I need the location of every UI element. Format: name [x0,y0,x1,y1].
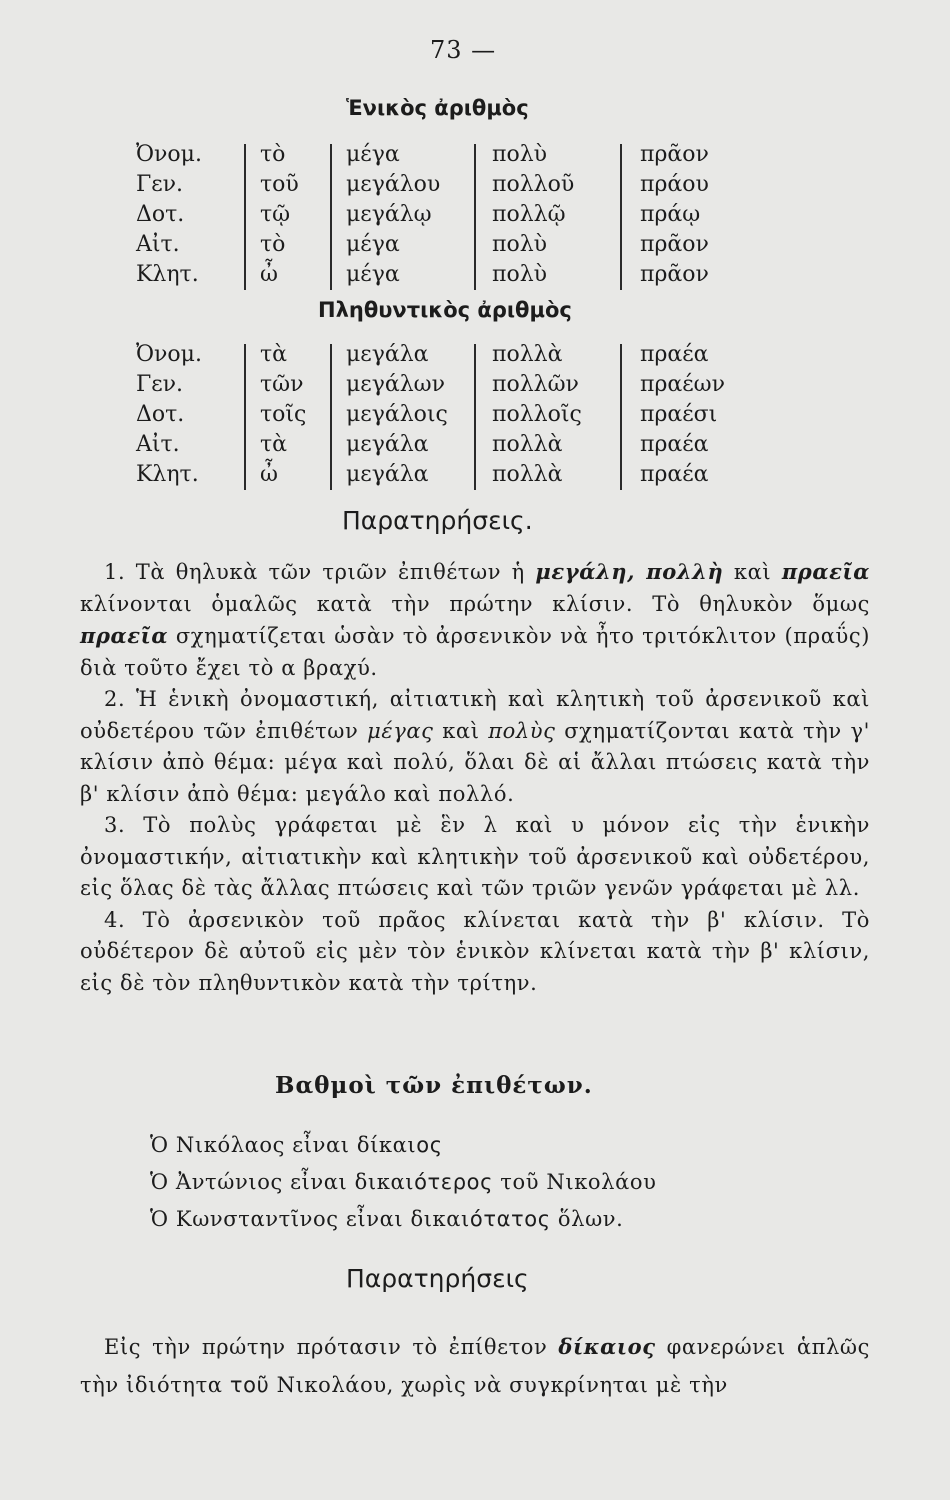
article: τὸ [260,232,286,257]
article: ὦ [260,462,278,487]
table-row [100,262,860,292]
form-megas: μέγα [346,262,400,287]
form-praos: πρᾶον [640,232,709,257]
table-row [100,462,860,492]
example-superlative: Ὁ Κωνσταντῖνος εἶναι δικαιότατος ὅλων. [150,1207,624,1231]
form-polys: πολὺ [492,262,548,287]
table-row [100,142,860,172]
article: τῶν [260,372,304,397]
note-paragraph: Εἰς τὴν πρώτην πρότασιν τὸ ἐπίθετον δίκαιος φανερώνει ἁπλῶς τὴν ἰδιότητα τοῦ Νικολάου, χωρὶς νὰ συγκρίνηται μὲ τὴν [80,1334,871,1397]
table-row [100,172,860,202]
case-label: Αἰτ. [136,432,180,457]
table-row [100,232,860,262]
notes-body-2 [80,1328,870,1404]
note-2: 2. Ἡ ἑνικὴ ὀνομαστική, αἰτιατικὴ καὶ κλητικὴ τοῦ ἀρσενικοῦ καὶ οὐδετέρου τῶν ἐπιθέτων μέγας καὶ πολὺς σχηματίζονται κατὰ τὴν γ' κλίσιν ἀπὸ θέμα: μέγα καὶ πολύ, ὅλαι δὲ αἱ ἄλλαι πτώσεις κατὰ τὴν β' κλίσιν ἀπὸ θέμα: μεγάλο καὶ πολλό. [80,687,871,806]
form-megas: μεγάλα [346,432,429,457]
form-praos: πραέων [640,372,725,397]
note-3: 3. Τὸ πολὺς γράφεται μὲ ἓν λ καὶ υ μόνον εἰς τὴν ἑνικὴν ὀνομαστικήν, αἰτιατικὴν καὶ κλητικὴν τοῦ ἀρσενικοῦ καὶ οὐδετέρου, εἰς ὅλας δὲ τὰς ἄλλας πτώσεις καὶ τῶν τριῶν γενῶν γράφεται μὲ λλ. [80,813,870,900]
form-polys: πολὺ [492,232,548,257]
form-praos: πραέα [640,342,709,367]
form-praos: πραέσι [640,402,718,427]
form-praos: πράου [640,172,709,197]
form-polys: πολλὰ [492,342,563,367]
article: τῷ [260,202,291,227]
case-label: Αἰτ. [136,232,180,257]
table-row [100,402,860,432]
table-row [100,342,860,372]
plural-table [100,342,860,492]
table-row [100,202,860,232]
notes-body [80,556,870,999]
case-label: Δοτ. [136,402,185,427]
note-4: 4. Τὸ ἀρσενικὸν τοῦ πρᾶος κλίνεται κατὰ τὴν β' κλίσιν. Τὸ οὐδέτερον δὲ αὐτοῦ εἰς μὲν τὸν ἑνικὸν κλίνεται κατὰ τὴν β' κλίσιν, εἰς δὲ τὸν πληθυντικὸν κατὰ τὴν τρίτην. [80,907,870,995]
form-polys: πολλὰ [492,432,563,457]
case-label: Κλητ. [136,462,199,487]
form-megas: μεγάλων [346,372,445,397]
page-number: 73 — [430,36,497,64]
article: τὰ [260,432,288,457]
case-label: Γεν. [136,172,184,197]
form-megas: μέγα [346,142,400,167]
case-label: Ὀνομ. [136,342,202,367]
form-praos: πρᾶον [640,262,709,287]
article: τὸ [260,142,286,167]
singular-table [100,142,860,292]
table-row [100,372,860,402]
article: τὰ [260,342,288,367]
example-comparative: Ὁ Ἀντώνιος εἶναι δικαιότερος τοῦ Νικολάου [150,1170,657,1194]
form-polys: πολλοῖς [492,402,582,427]
article: τοῖς [260,402,307,427]
note-1: 1. Τὰ θηλυκὰ τῶν τριῶν ἐπιθέτων ἡ μεγάλη, πολλὴ καὶ πραεῖα κλίνονται ὁμαλῶς κατὰ τὴν πρώτην κλίσιν. Τὸ θηλυκὸν ὅμως πραεῖα σχηματίζεται ὡσὰν τὸ ἀρσενικὸν νὰ ἦτο τριτόκλιτον (πραΰς) διὰ τοῦτο ἔχει τὸ α βραχύ. [80,559,870,680]
article: τοῦ [260,172,299,197]
article: ὦ [260,262,278,287]
case-label: Κλητ. [136,262,199,287]
form-megas: μεγάλα [346,342,429,367]
case-label: Ὀνομ. [136,142,202,167]
plural-title: Πληθυντικὸς ἀριθμὸς [318,298,572,322]
form-praos: πράῳ [640,202,701,227]
form-megas: μεγάλοις [346,402,448,427]
form-megas: μεγάλου [346,172,441,197]
notes-title: Παρατηρήσεις. [342,506,533,535]
form-megas: μεγάλῳ [346,202,432,227]
case-label: Γεν. [136,372,184,397]
form-polys: πολλοῦ [492,172,575,197]
example-positive: Ὁ Νικόλαος εἶναι δίκαιος [150,1133,443,1157]
form-polys: πολλῷ [492,202,566,227]
form-praos: πραέα [640,462,709,487]
form-polys: πολλὰ [492,462,563,487]
form-polys: πολὺ [492,142,548,167]
form-praos: πραέα [640,432,709,457]
case-label: Δοτ. [136,202,185,227]
form-megas: μεγάλα [346,462,429,487]
form-megas: μέγα [346,232,400,257]
singular-title: Ἑνικὸς ἀριθμὸς [346,96,529,120]
notes-title-2: Παρατηρήσεις [346,1264,529,1293]
form-praos: πρᾶον [640,142,709,167]
table-row [100,432,860,462]
form-polys: πολλῶν [492,372,579,397]
degrees-title: Βαθμοὶ τῶν ἐπιθέτων. [275,1072,593,1099]
